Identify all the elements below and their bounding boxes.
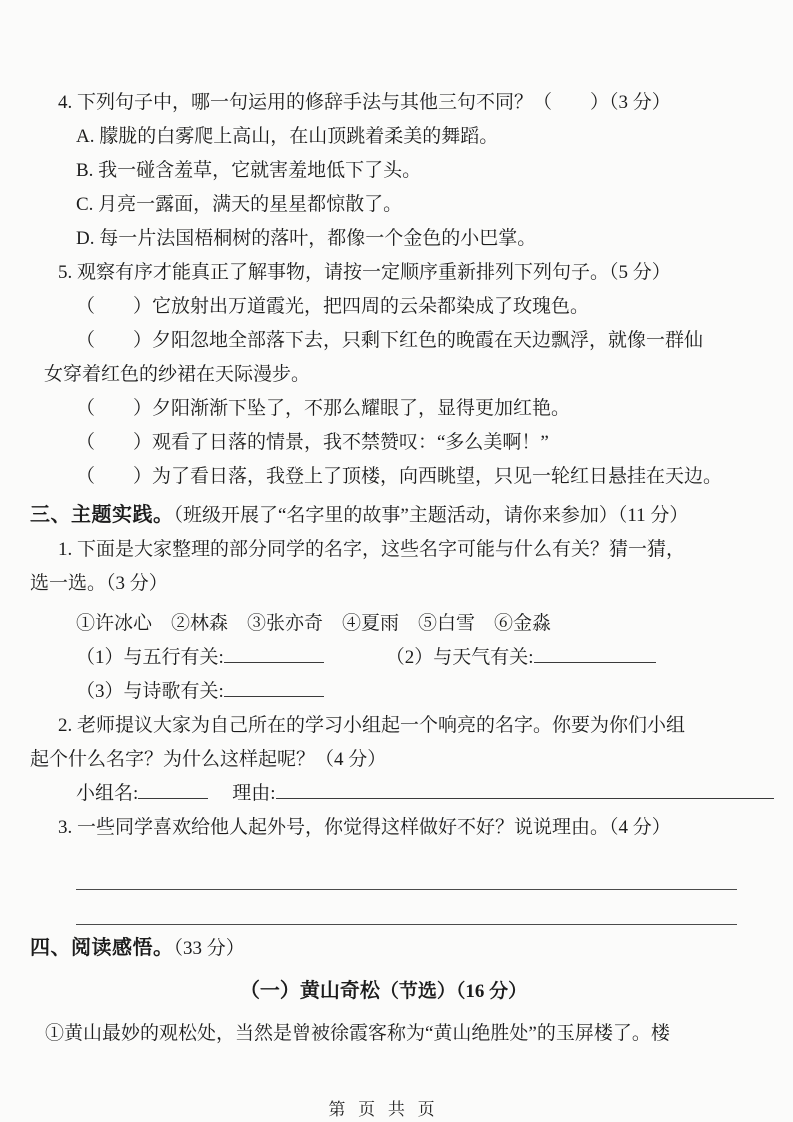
question-5-sentence: （ ）观看了日落的情景，我不禁赞叹：“多么美啊！”: [76, 432, 549, 453]
answer-line: [76, 890, 737, 925]
reason-label: 理由:: [232, 783, 276, 804]
blanks-row-2: [30, 675, 737, 709]
section-3-q3: 3. 一些同学喜欢给他人起外号，你觉得这样做好不好？说说理由。（4 分）: [58, 817, 671, 838]
page-footer: 第 页 共 页: [328, 1100, 439, 1119]
question-5-sentence: （ ）夕阳忽地全部落下去，只剩下红色的晚霞在天边飘浮，就像一群仙: [76, 330, 704, 351]
section-3-heading: [30, 498, 737, 533]
question-5-prompt: 5. 观察有序才能真正了解事物，请按一定顺序重新排列下列句子。（5 分）: [58, 262, 671, 283]
passage-first-line: ①黄山最妙的观松处，当然是曾被徐霞客称为“黄山绝胜处”的玉屏楼了。楼: [45, 1023, 670, 1044]
passage-title-note: （节选）（16 分）: [379, 981, 528, 1002]
question-5-sentence: （ ）夕阳渐渐下坠了，不那么耀眼了，显得更加红艳。: [76, 398, 571, 419]
section-3-title: 三、主题实践。: [30, 504, 174, 526]
question-5: [30, 256, 737, 494]
question-4-option-a: A. 朦胧的白雾爬上高山，在山顶跳着柔美的舞蹈。: [76, 126, 499, 147]
group-name-row: [30, 777, 737, 811]
section-3-q1-line2: 选一选。（3 分）: [30, 573, 168, 594]
question-4-option-b: B. 我一碰含羞草，它就害羞地低下了头。: [76, 160, 422, 181]
student-names-list: ①许冰心 ②林森 ③张亦奇 ④夏雨 ⑤白雪 ⑥金淼: [76, 613, 552, 634]
group-name-label: 小组名:: [76, 783, 139, 804]
poetry-label: （3）与诗歌有关:: [76, 681, 224, 702]
section-4-score: （33 分）: [173, 938, 245, 959]
answer-blank: [224, 642, 324, 663]
section-4-reading: [30, 931, 737, 1051]
passage-title: （一）黄山奇松: [239, 980, 380, 1002]
question-4-option-d: D. 每一片法国梧桐树的落叶，都像一个金色的小巴掌。: [76, 228, 537, 249]
section-3-title-note: （班级开展了“名字里的故事”主题活动，请你来参加）（11 分）: [173, 505, 689, 526]
answer-blank: [276, 778, 774, 799]
answer-blank: [138, 778, 208, 799]
weather-label: （2）与天气有关:: [385, 647, 534, 668]
passage-title-row: [30, 974, 737, 1009]
section-3-q2-line2: 起个什么名字？为什么这样起呢？（4 分）: [30, 749, 387, 770]
section-4-title: 四、阅读感悟。: [30, 937, 174, 959]
question-4: [30, 86, 737, 256]
section-3-q1-line1: 1. 下面是大家整理的部分同学的名字，这些名字可能与什么有关？猜一猜，: [58, 539, 686, 560]
question-4-option-c: C. 月亮一露面，满天的星星都惊散了。: [76, 194, 403, 215]
five-elements-label: （1）与五行有关:: [76, 647, 224, 668]
section-3-q2-line1: 2. 老师提议大家为自己所在的学习小组起一个响亮的名字。你要为你们小组: [58, 715, 686, 736]
blanks-row-1: [30, 641, 737, 675]
section-4-heading: [30, 931, 737, 966]
question-5-sentence-continued: 女穿着红色的纱裙在天际漫步。: [44, 364, 311, 385]
answer-blank: [224, 676, 324, 697]
question-5-sentence: （ ）它放射出万道霞光，把四周的云朵都染成了玫瑰色。: [76, 296, 590, 317]
answer-blank: [534, 642, 656, 663]
answer-line: [76, 855, 737, 890]
section-3-theme-practice: [30, 498, 737, 925]
question-5-sentence: （ ）为了看日落，我登上了顶楼，向西眺望，只见一轮红日悬挂在天边。: [76, 466, 723, 487]
question-4-prompt: 4. 下列句子中，哪一句运用的修辞手法与其他三句不同？（ ）（3 分）: [58, 92, 671, 113]
